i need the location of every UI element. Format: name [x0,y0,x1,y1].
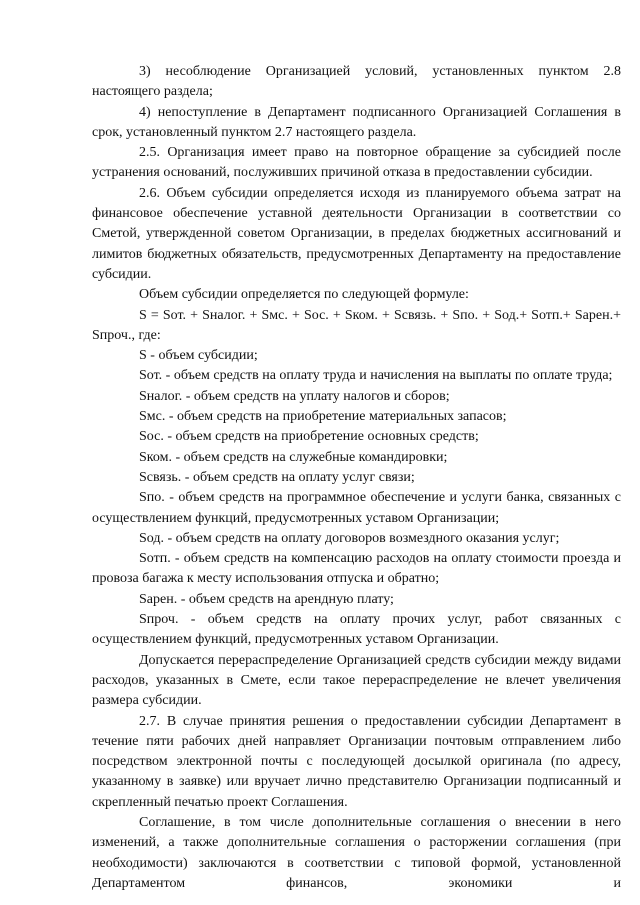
definition-s-aren: Sарен. - объем средств на арендную плату; [139,591,394,607]
formula: S = Sот. + Sналог. + Sмс. + Sос. + Sком. + Sсвязь. + Sпо. + Sод.+ Sотп.+ Sарен.+ Sпроч., где: [92,307,621,343]
definition-s-nalog: Sналог. - объем средств на уплату налогов и сборов; [139,388,450,404]
definition-s-svyaz: Sсвязь. - объем средств на оплату услуг связи; [139,469,415,485]
definition-s-ot: Sот. - объем средств на оплату труда и начисления на выплаты по оплате труда; [139,368,613,384]
definition-s-otp: Sотп. - объем средств на компенсацию расходов на оплату стоимости проезда и провоза багажа к месту использования отпуска и обратно; [92,551,621,587]
paragraph-redistribution: Допускается перераспределение Организацией средств субсидии между видами расходов, указанных в Смете, если такое перераспределение не влечет увеличения размера субсидии. [92,652,621,709]
definition-s-od: Sод. - объем средств на оплату договоров возмездного оказания услуг; [139,530,560,546]
definition-s-proch: Sпроч. - объем средств на оплату прочих услуг, работ связанных с осуществлением функций, предусмотренных уставом Организации. [92,612,621,648]
definition-s-po: Sпо. - объем средств на программное обеспечение и услуги банка, связанных с осуществлением функций, предусмотренных уставом Организации; [92,490,621,526]
definition-s-kom: Sком. - объем средств на служебные командировки; [139,449,448,465]
paragraph-2-6: 2.6. Объем субсидии определяется исходя из планируемого объема затрат на финансовое обеспечение уставной деятельности Организации в соответствии со Сметой, утвержденной советом Организации, в пределах бюджетных ассигнований и лимитов бюджетных обязательств, предусмотренных Департаменту на предоставление субсидии. [92,185,621,282]
paragraph-item-4: 4) непоступление в Департамент подписанного Организацией Соглашения в срок, установленный пунктом 2.7 настоящего раздела. [92,104,621,140]
document-page [92,62,621,894]
paragraph-agreement: Соглашение, в том числе дополнительные соглашения о внесении в него изменений, а также дополнительные соглашения о расторжении соглашения (при необходимости) заключаются в соответствии с типовой формой, установленной Департаментом финансов, экономики и [92,814,621,891]
formula-intro: Объем субсидии определяется по следующей формуле: [139,287,469,303]
paragraph-item-3: 3) несоблюдение Организацией условий, установленных пунктом 2.8 настоящего раздела; [92,64,621,100]
definition-s-os: Sос. - объем средств на приобретение основных средств; [139,429,479,445]
paragraph-2-5: 2.5. Организация имеет право на повторное обращение за субсидией после устранения оснований, послуживших причиной отказа в предоставлении субсидии. [92,145,621,181]
definition-s-ms: Sмс. - объем средств на приобретение материальных запасов; [139,409,507,425]
definition-s: S - объем субсидии; [139,348,258,364]
paragraph-2-7: 2.7. В случае принятия решения о предоставлении субсидии Департамент в течение пяти рабочих дней направляет Организации почтовым отправлением либо посредством электронной почты с последующей досылкой оригинала (по адресу, указанному в заявке) или вручает лично представителю Организации подписанный и скрепленный печатью проект Соглашения. [92,713,621,810]
